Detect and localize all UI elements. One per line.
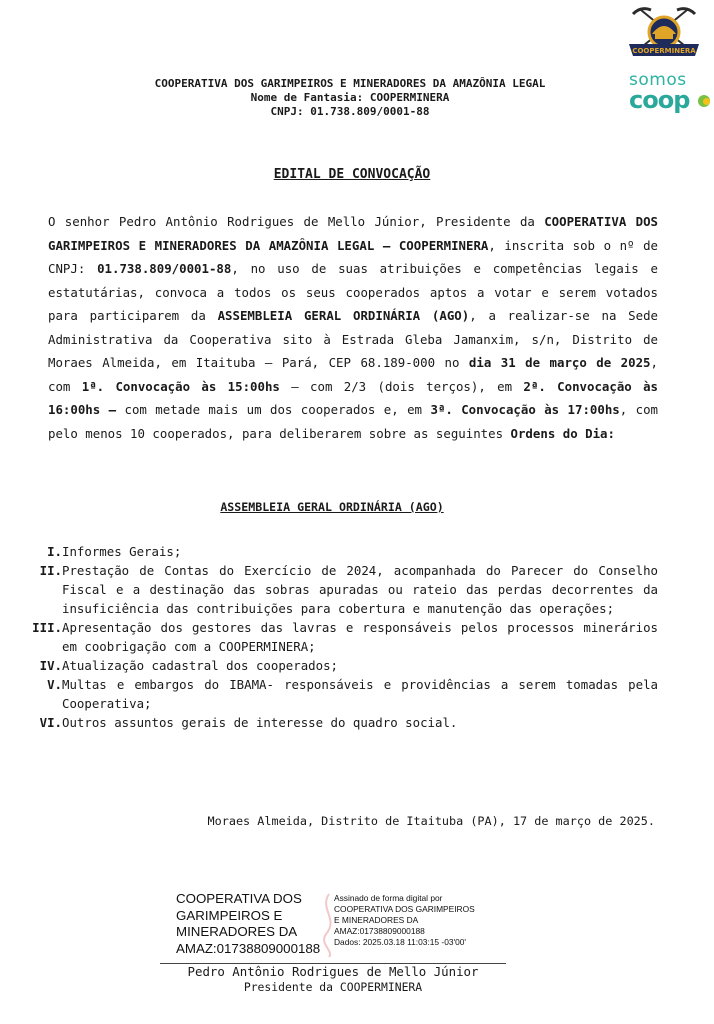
item-text: Outros assuntos gerais de interesse do quadro social. [62,715,458,730]
company-name: COOPERATIVA DOS GARIMPEIROS E MINERADORES DA AMAZÔNIA LEGAL [154,77,546,90]
somos-text: somos [629,70,687,90]
body-segment: , a realizar-se na Sede Administrativa da Cooperativa sito à Estrada Gleba Jamanxim, s/n, Distrito de Moraes Almeida, em Itaituba – Pará, CEP 68.189-000 no [48,308,659,370]
cooperminera-logo [619,4,709,64]
item-text: Multas e embargos do IBAMA- responsáveis e providências a serem tomadas pela Cooperativa; [62,677,658,711]
list-item [22,675,658,713]
list-item [22,542,658,561]
somos-coop-logo [624,70,714,120]
body-segment: , no uso de suas atribuições e competências legais e estatutárias, convoca a todos os seus cooperados aptos a votar e serem votados para participarem da [48,261,658,323]
body-bold: 1ª. Convocação às 15:00hs [81,378,280,394]
signature-name [176,891,326,957]
body-segment: com metade mais um dos cooperados e, em [116,402,431,417]
agenda-title: ASSEMBLEIA GERAL ORDINÁRIA (AGO) [220,500,444,514]
logo-text: COOPERMINERA [632,47,696,55]
signature-detail-line: Assinado de forma digital por [334,893,443,903]
signature-detail-line: AMAZ:01738809000188 [334,926,425,936]
signature-details [334,893,534,948]
body-bold: Ordens do Dia: [510,425,615,441]
item-number: III. [32,620,62,635]
signature-name-line: AMAZ:01738809000188 [176,940,321,956]
body-bold: 01.738.809/0001-88 [97,261,232,276]
body-bold: 2ª. Convocação às 16:00hs – [48,378,659,417]
coop-text: coop [629,86,690,114]
item-text: Atualização cadastral dos cooperados; [62,658,339,673]
item-text: Informes Gerais; [62,544,182,559]
list-item [22,656,658,675]
signature-detail-line: E MINERADORES DA [334,915,419,925]
body-segment: , inscrita sob o nº de CNPJ: [48,237,658,276]
item-number: II. [39,563,62,578]
signature-name-line: COOPERATIVA DOS [176,891,302,906]
body-bold: dia 31 de março de 2025 [468,355,651,370]
signer-name: Pedro Antônio Rodrigues de Mello Júnior [187,964,479,979]
signature-detail-line: Dados: 2025.03.18 11:03:15 -03'00' [334,937,467,947]
item-text: Prestação de Contas do Exercício de 2024, acompanhada do Parecer do Conselho Fiscal e a destinação das sobras apuradas ou rateio das perdas decorrentes da insuficiência das contribuições para cobertura e manutenção das operações; [62,563,658,616]
convocation-paragraph [48,210,658,445]
coop-dot-inner-icon [703,98,710,105]
body-segment: , com pelo menos 10 cooperados, para deliberarem sobre as seguintes [48,402,659,441]
document-title: EDITAL DE CONVOCAÇÃO [273,167,431,182]
list-item [22,713,658,732]
list-item [22,561,658,618]
place-and-date: Moraes Almeida, Distrito de Itaituba (PA), 17 de março de 2025. [207,814,655,828]
body-segment: – com 2/3 (dois terços), em [279,378,524,394]
body-bold: 3ª. Convocação às 17:00hs [430,402,620,417]
list-item [22,618,658,656]
body-bold: ASSEMBLEIA GERAL ORDINÁRIA (AGO) [217,308,470,323]
item-number: IV. [39,658,62,673]
digital-signature [176,889,536,961]
document-header [100,77,600,119]
signer-role: Presidente da COOPERMINERA [243,979,423,994]
signature-name-line: GARIMPEIROS E [176,907,283,923]
item-text: Apresentação dos gestores das lavras e responsáveis pelos processos minerários em coobrigação com a COOPERMINERA; [62,620,658,654]
body-bold: COOPERATIVA DOS GARIMPEIROS E MINERADORES DA AMAZÔNIA LEGAL – COOPERMINERA [48,214,658,253]
item-number: I. [47,544,62,559]
body-segment: , com [48,355,658,394]
signer-block [130,964,536,995]
agenda-list [22,542,658,732]
signature-name-line: MINERADORES DA [176,924,298,939]
body-segment: O senhor Pedro Antônio Rodrigues de Mello Júnior, Presidente da [48,214,545,229]
trade-name: Nome de Fantasia: COOPERMINERA [250,91,450,104]
item-number: V. [47,677,62,692]
signature-detail-line: COOPERATIVA DOS GARIMPEIROS [334,904,475,914]
company-cnpj: CNPJ: 01.738.809/0001-88 [270,105,430,118]
item-number: VI. [39,715,62,730]
